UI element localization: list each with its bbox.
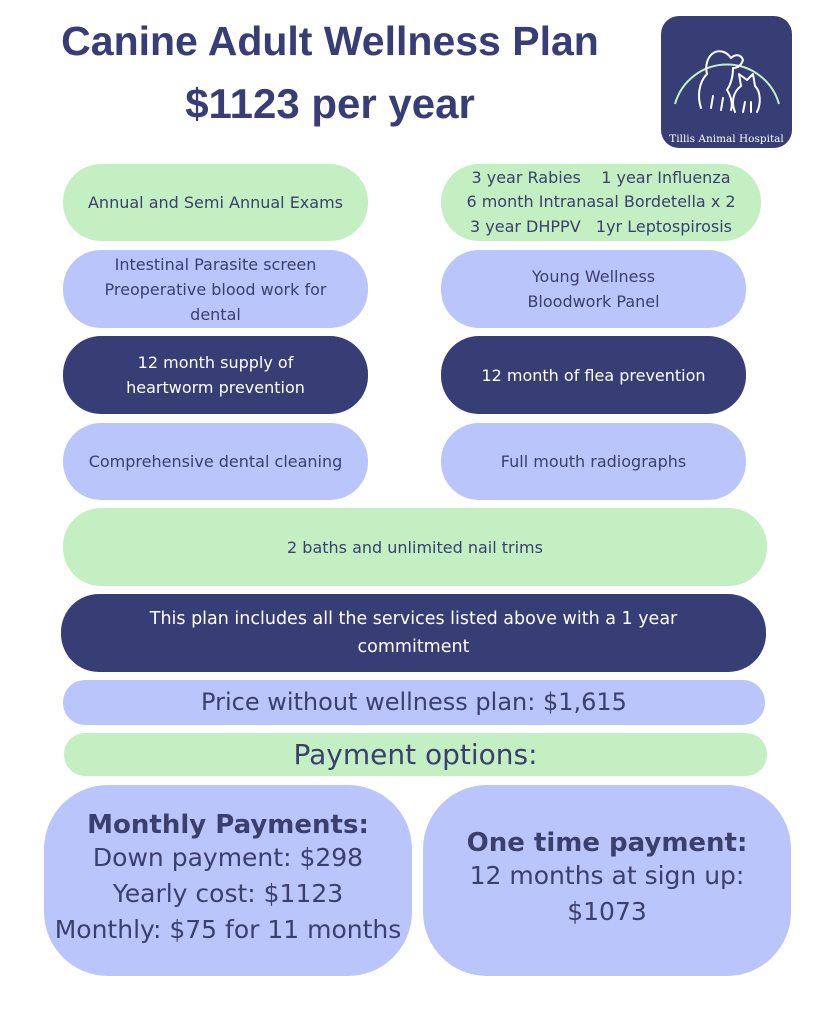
down-payment: Down payment: $298 [92,843,364,872]
vaccine-line-3: 3 year DHPPV 1yr Leptospirosis [470,216,732,236]
monthly-payments-card [44,785,412,976]
service-flea [441,336,746,414]
dog-and-cat-outline-icon [661,16,792,148]
service-vaccines [441,164,761,241]
heartworm-line-1: 12 month supply of [137,353,294,372]
parasite-line-1: Intestinal Parasite screen [114,254,317,274]
service-radiographs [441,423,746,500]
hospital-logo [661,16,792,148]
monthly-amount: Monthly: $75 for 11 months [54,915,402,944]
service-exams-label: Annual and Semi Annual Exams [87,193,343,212]
service-parasite-screen [63,250,368,328]
service-dental-cleaning [63,423,368,500]
service-baths [63,508,767,586]
commitment-banner [61,594,766,672]
flea-label: 12 month of flea prevention [481,365,706,385]
payment-options-label: Payment options: [293,738,538,771]
one-time-payment-card [423,785,791,976]
heartworm-line-2: heartworm prevention [126,378,305,397]
one-time-price: $1073 [567,897,647,926]
bloodwork-line-2: Bloodwork Panel [527,292,660,311]
service-heartworm [63,336,368,414]
parasite-line-2: Preoperative blood work for [104,279,327,299]
one-time-line-1: 12 months at sign up: [469,861,745,890]
price-without-plan-label: Price without wellness plan: $1,615 [201,688,627,716]
dental-cleaning-label: Comprehensive dental cleaning [88,452,343,471]
logo-text: Tillis Animal Hospital [669,133,784,145]
vaccine-line-2: 6 month Intranasal Bordetella x 2 [466,192,736,212]
commitment-line-2: commitment [357,637,470,657]
yearly-cost: Yearly cost: $1123 [112,879,344,908]
bloodwork-line-1: Young Wellness [531,267,656,286]
radiographs-label: Full mouth radiographs [500,452,687,471]
vaccine-line-1: 3 year Rabies 1 year Influenza [471,167,731,187]
parasite-line-3: dental [190,304,241,324]
commitment-line-1: This plan includes all the services listed above with a 1 year [149,609,678,629]
page-title: Canine Adult Wellness Plan [61,18,599,64]
annual-price-heading: $1123 per year [185,80,475,127]
baths-label: 2 baths and unlimited nail trims [287,537,543,557]
service-exams [63,164,368,241]
one-time-heading: One time payment: [466,828,748,858]
service-bloodwork [441,250,746,328]
monthly-heading: Monthly Payments: [87,810,369,840]
payment-options-banner [64,733,767,776]
price-without-plan [63,680,765,725]
